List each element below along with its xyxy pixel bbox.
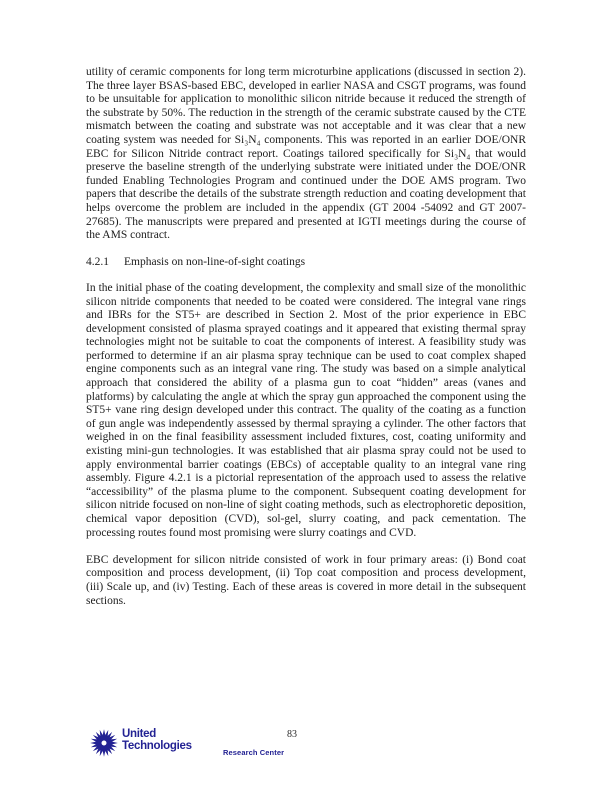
paragraph-1: utility of ceramic components for long term microturbine applications (discussed in section 2). The three layer BSAS-based EBC, developed in earlier NASA and CSGT programs, was found to be unsuitable for application to monolithic silicon nitride because it reduced the strength of the substrate by 50%. The reduction in the strength of the ceramic substrate caused by the CTE mismatch between the coating and substrate was not acceptable and it was clear that a new coating system was needed for Si₃N₄ components. This was reported in an earlier DOE/ONR EBC for Silicon Nitride contract report. Coatings tailored specifically for Si₃N₄ that would preserve the baseline strength of the underlying substrate were initiated under the DOE/ONR funded Enabling Technologies Program and continued under the DOE AMS program. Two papers that describe the details of the substrate strength reduction and coating development that helps overcome the problem are included in the appendix (GT 2004 -54092 and GT 2007-27685). The manuscripts were prepared and presented at IGTI meetings during the course of the AMS contract. [86, 66, 526, 242]
brand-subtitle: Research Center [223, 748, 285, 757]
paragraph-2: In the initial phase of the coating development, the complexity and small size of the monolithic silicon nitride components that needed to be coated were considered. The integral vane rings and IBRs for the ST5+ are described in Section 2. Most of the prior experience in EBC development consisted of plasma sprayed coatings and it appeared that existing thermal spray technologies might not be suitable to coat the components of interest. A feasibility study was performed to determine if an air plasma spray technique can be used to coat complex shaped engine components such as an integral vane ring. The study was based on a simple analytical approach that considered the ability of a plasma gun to coat “hidden” areas (vanes and platforms) by calculating the angle at which the spray gun approached the component using the ST5+ vane ring design developed under this contract. The quality of the coating as a function of gun angle was independently assessed by thermal spraying a cylinder. The other factors that weighed in on the final feasibility assessment included fixtures, cost, coating uniformity and existing mini-gun technologies. It was established that air plasma spray could not be used to apply environmental barrier coatings (EBCs) of acceptable quality to an integral vane ring assembly. Figure 4.2.1 is a pictorial representation of the approach used to assess the relative “accessibility” of the plasma plume to the component. Subsequent coating development for silicon nitride focused on non-line of sight coating methods, such as electrophoretic deposition, chemical vapor deposition (CVD), sol-gel, slurry coating, and pack cementation. The processing routes found most promising were slurry coatings and CVD. [86, 281, 526, 539]
united-technologies-sunburst-logo-icon [89, 728, 119, 758]
brand-name [122, 728, 192, 752]
paragraph-3: EBC development for silicon nitride consisted of work in four primary areas: (i) Bond coat composition and process development, (ii) Top coat composition and process development, (iii) Scale up, and (iv) Testing. Each of these areas is covered in more detail in the subsequent sections. [86, 553, 526, 607]
brand-name-line2: Technologies [122, 740, 192, 752]
section-heading [86, 256, 526, 270]
brand-name-line1: United [122, 728, 156, 740]
page-footer [0, 722, 612, 772]
page-content [86, 66, 526, 622]
section-title: Emphasis on non-line-of-sight coatings [124, 256, 306, 269]
section-number: 4.2.1 [86, 256, 109, 269]
page-number: 83 [287, 729, 297, 740]
